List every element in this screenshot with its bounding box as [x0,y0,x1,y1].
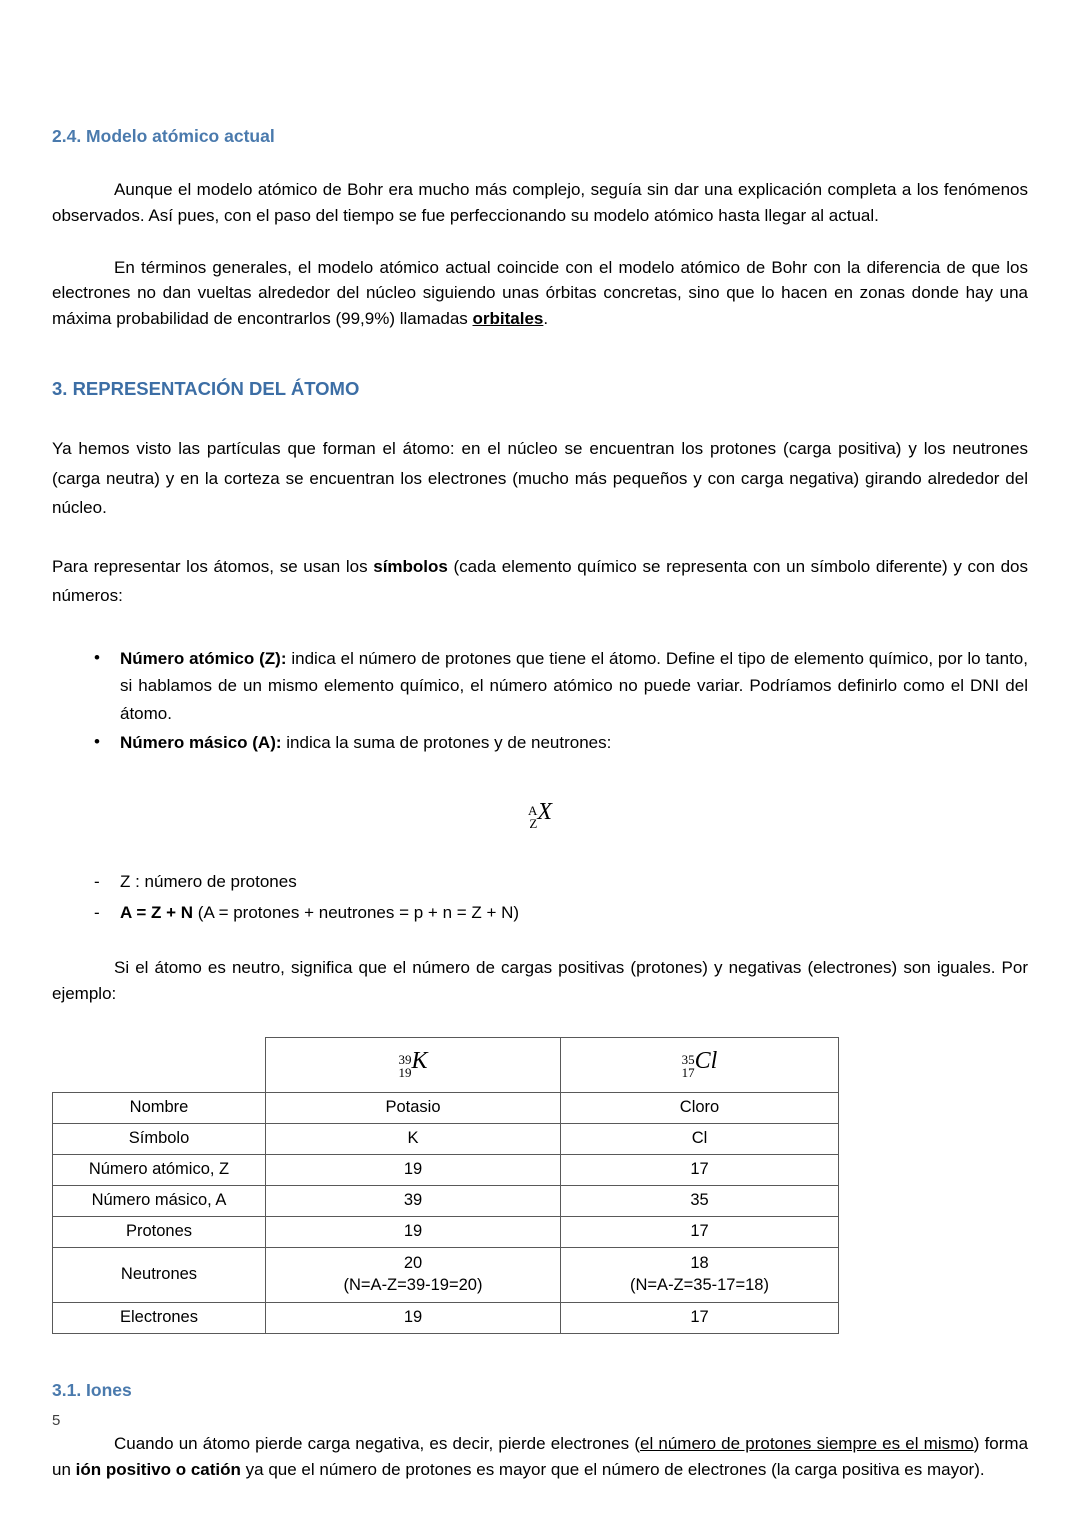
row-value-potassium: Potasio [266,1092,561,1123]
row-value-potassium: 19 [266,1216,561,1247]
row-label: Nombre [53,1092,266,1123]
isotope-notation-potassium [398,1046,427,1084]
legend-term-a: A = Z + N [120,902,194,922]
legend-item-a [52,899,1028,927]
neutron-formula-potassium: (N=A-Z=39-19=20) [343,1275,483,1294]
list-item-numero-atomico [52,645,1028,728]
legend-text-z: Z : número de protones [120,872,297,892]
paragraph-iones [52,1431,1028,1483]
isotope-subscript: 19 [398,1065,412,1081]
page-content [52,0,1028,1483]
gap-before-heading-3-1 [52,1334,1028,1380]
row-value-potassium [266,1247,561,1302]
row-value-chlorine: Cl [561,1123,839,1154]
row-value-chlorine: 35 [561,1185,839,1216]
definitions-list [52,645,1028,757]
dash-icon: - [94,902,100,922]
row-label: Neutrones [53,1247,266,1302]
paragraph-2-4-second-text-b: . [543,309,549,329]
heading-3-1: 3.1. Iones [52,1379,132,1400]
legend-item-z [52,868,1028,896]
isotope-notation-chlorine [682,1046,718,1084]
table-row [53,1154,839,1185]
paragraph-iones-text-a: Cuando un átomo pierde carga negativa, es decir, pierde electrones ( [114,1433,640,1453]
paragraph-3-second-text-a: Para representar los átomos, se usan los [52,557,374,577]
gap-after-heading-2-4 [52,147,1028,177]
row-value-chlorine: 17 [561,1154,839,1185]
term-numero-masico: Número másico (A): [120,733,282,753]
paragraph-atomo-neutro: Si el átomo es neutro, significa que el número de cargas positivas (protones) y negativas (electrones) son iguales. Por ejemplo: [52,958,1028,1004]
neutron-count-chlorine: 18 [690,1254,709,1273]
definition-numero-atomico: indica el número de protones que tiene el átomo. Define el tipo de elemento químico, por lo tanto, si hablamos de un mismo elemento químico, el número atómico no puede variar. Podríamos definirlo como el DNI del átomo. [120,648,1028,723]
heading-2-4: 2.4. Modelo atómico actual [52,126,275,146]
top-spacer-2 [52,40,1028,80]
paragraph-2-4-second [52,255,1028,332]
formula-general-notation [52,799,1028,835]
gap-before-neutral-paragraph [52,929,1028,955]
row-label: Protones [53,1216,266,1247]
gap-before-bullets [52,611,1028,645]
table-row [53,1216,839,1247]
row-value-potassium: 19 [266,1302,561,1333]
isotope-symbol: Cl [694,1048,718,1075]
dash-icon: - [94,872,100,892]
gap-paragraphs-2-4 [52,229,1028,255]
isotopes-table [52,1037,839,1334]
bullet-icon: • [94,647,100,667]
top-spacer [52,0,1028,40]
neutron-count-potassium: 20 [403,1254,423,1273]
row-value-chlorine: Cloro [561,1092,839,1123]
neutron-formula-chlorine: (N=A-Z=35-17=18) [630,1275,769,1294]
row-label: Electrones [53,1302,266,1333]
row-value-potassium: 39 [266,1185,561,1216]
emphasis-orbitales: orbitales [472,309,544,329]
isotope-numbers [682,1053,695,1080]
formula-legend-list [52,868,1028,926]
isotope-superscript: 39 [398,1052,412,1068]
gap-after-formula [52,834,1028,868]
paragraph-2-4-first: Aunque el modelo atómico de Bohr era mucho más complejo, seguía sin dar una explicación completa a los fenómenos observados. Así pues, con el paso del tiempo se fue perfeccionando su modelo atómico hasta llegar al actual. [52,180,1028,225]
table-row [53,1092,839,1123]
paragraph-3-first: Ya hemos visto las partículas que forman el átomo: en el núcleo se encuentran los protones (carga positiva) y los neutrones (carga neutra) y en la corteza se encuentran los electrones (mucho más pequeños y con carga negativa) girando alrededor del núcleo. [52,439,1028,517]
row-value-chlorine [561,1247,839,1302]
table-header-chlorine [561,1037,839,1092]
emphasis-ion-positivo: ión positivo o catión [75,1459,241,1479]
table-header-potassium [266,1037,561,1092]
definition-numero-masico: indica la suma de protones y de neutrones: [281,733,612,753]
table-row [53,1185,839,1216]
isotope-symbol: K [411,1048,428,1075]
paragraph-2-4-second-text-a: En términos generales, el modelo atómico actual coincide con el modelo atómico de Bohr con la diferencia de que los electrones no dan vueltas alrededor del núcleo siguiendo unas órbitas concretas, sino que lo hacen en zonas donde hay una máxima probabilidad de encontrarlos (99,9%) llamadas [52,257,1028,329]
paragraph-3-second-text-b: (cada elemento químico se representa con un símbolo diferente) y con dos números: [52,557,1028,606]
table-row-neutrons [53,1247,839,1302]
isotope-symbol: X [537,798,553,825]
row-value-potassium: 19 [266,1154,561,1185]
bullet-icon: • [94,732,100,752]
term-numero-atomico: Número atómico (Z): [120,648,287,668]
page-number: 5 [52,1412,61,1429]
heading-3: 3. REPRESENTACIÓN DEL ÁTOMO [52,378,360,400]
isotope-notation-generic [528,799,552,835]
row-label: Número másico, A [53,1185,266,1216]
isotope-superscript: 35 [681,1052,695,1068]
legend-text-a: (A = protones + neutrones = p + n = Z + N) [193,902,520,922]
list-item-numero-masico [52,729,1028,757]
isotope-superscript: A [527,802,538,818]
top-spacer-3 [52,80,1028,126]
isotope-numbers [398,1053,411,1080]
emphasis-simbolos: símbolos [373,557,448,577]
row-value-potassium: K [266,1123,561,1154]
isotope-numbers [528,804,537,831]
gap-paragraphs-3 [52,522,1028,552]
row-label: Número atómico, Z [53,1154,266,1185]
table-header-row [53,1037,839,1092]
gap-before-table [52,1007,1028,1037]
row-value-chlorine: 17 [561,1216,839,1247]
gap-before-heading-3 [52,332,1028,378]
row-value-chlorine: 17 [561,1302,839,1333]
paragraph-iones-text-b: ) forma un [52,1433,1029,1479]
table-row [53,1302,839,1333]
paragraph-iones-text-c: ya que el número de protones es mayor que el número de electrones (la carga positiva es mayor). [240,1459,985,1479]
isotope-subscript: 17 [681,1065,695,1081]
row-label: Símbolo [53,1123,266,1154]
table-row [53,1123,839,1154]
table-corner-cell [53,1037,266,1092]
emphasis-numero-protones: el número de protones siempre es el mismo [640,1433,974,1453]
gap-after-heading-3 [52,400,1028,434]
gap-after-heading-3-1 [52,1401,1028,1431]
paragraph-3-second [52,552,1028,610]
isotope-subscript: Z [529,815,538,831]
gap-before-formula [52,759,1028,799]
